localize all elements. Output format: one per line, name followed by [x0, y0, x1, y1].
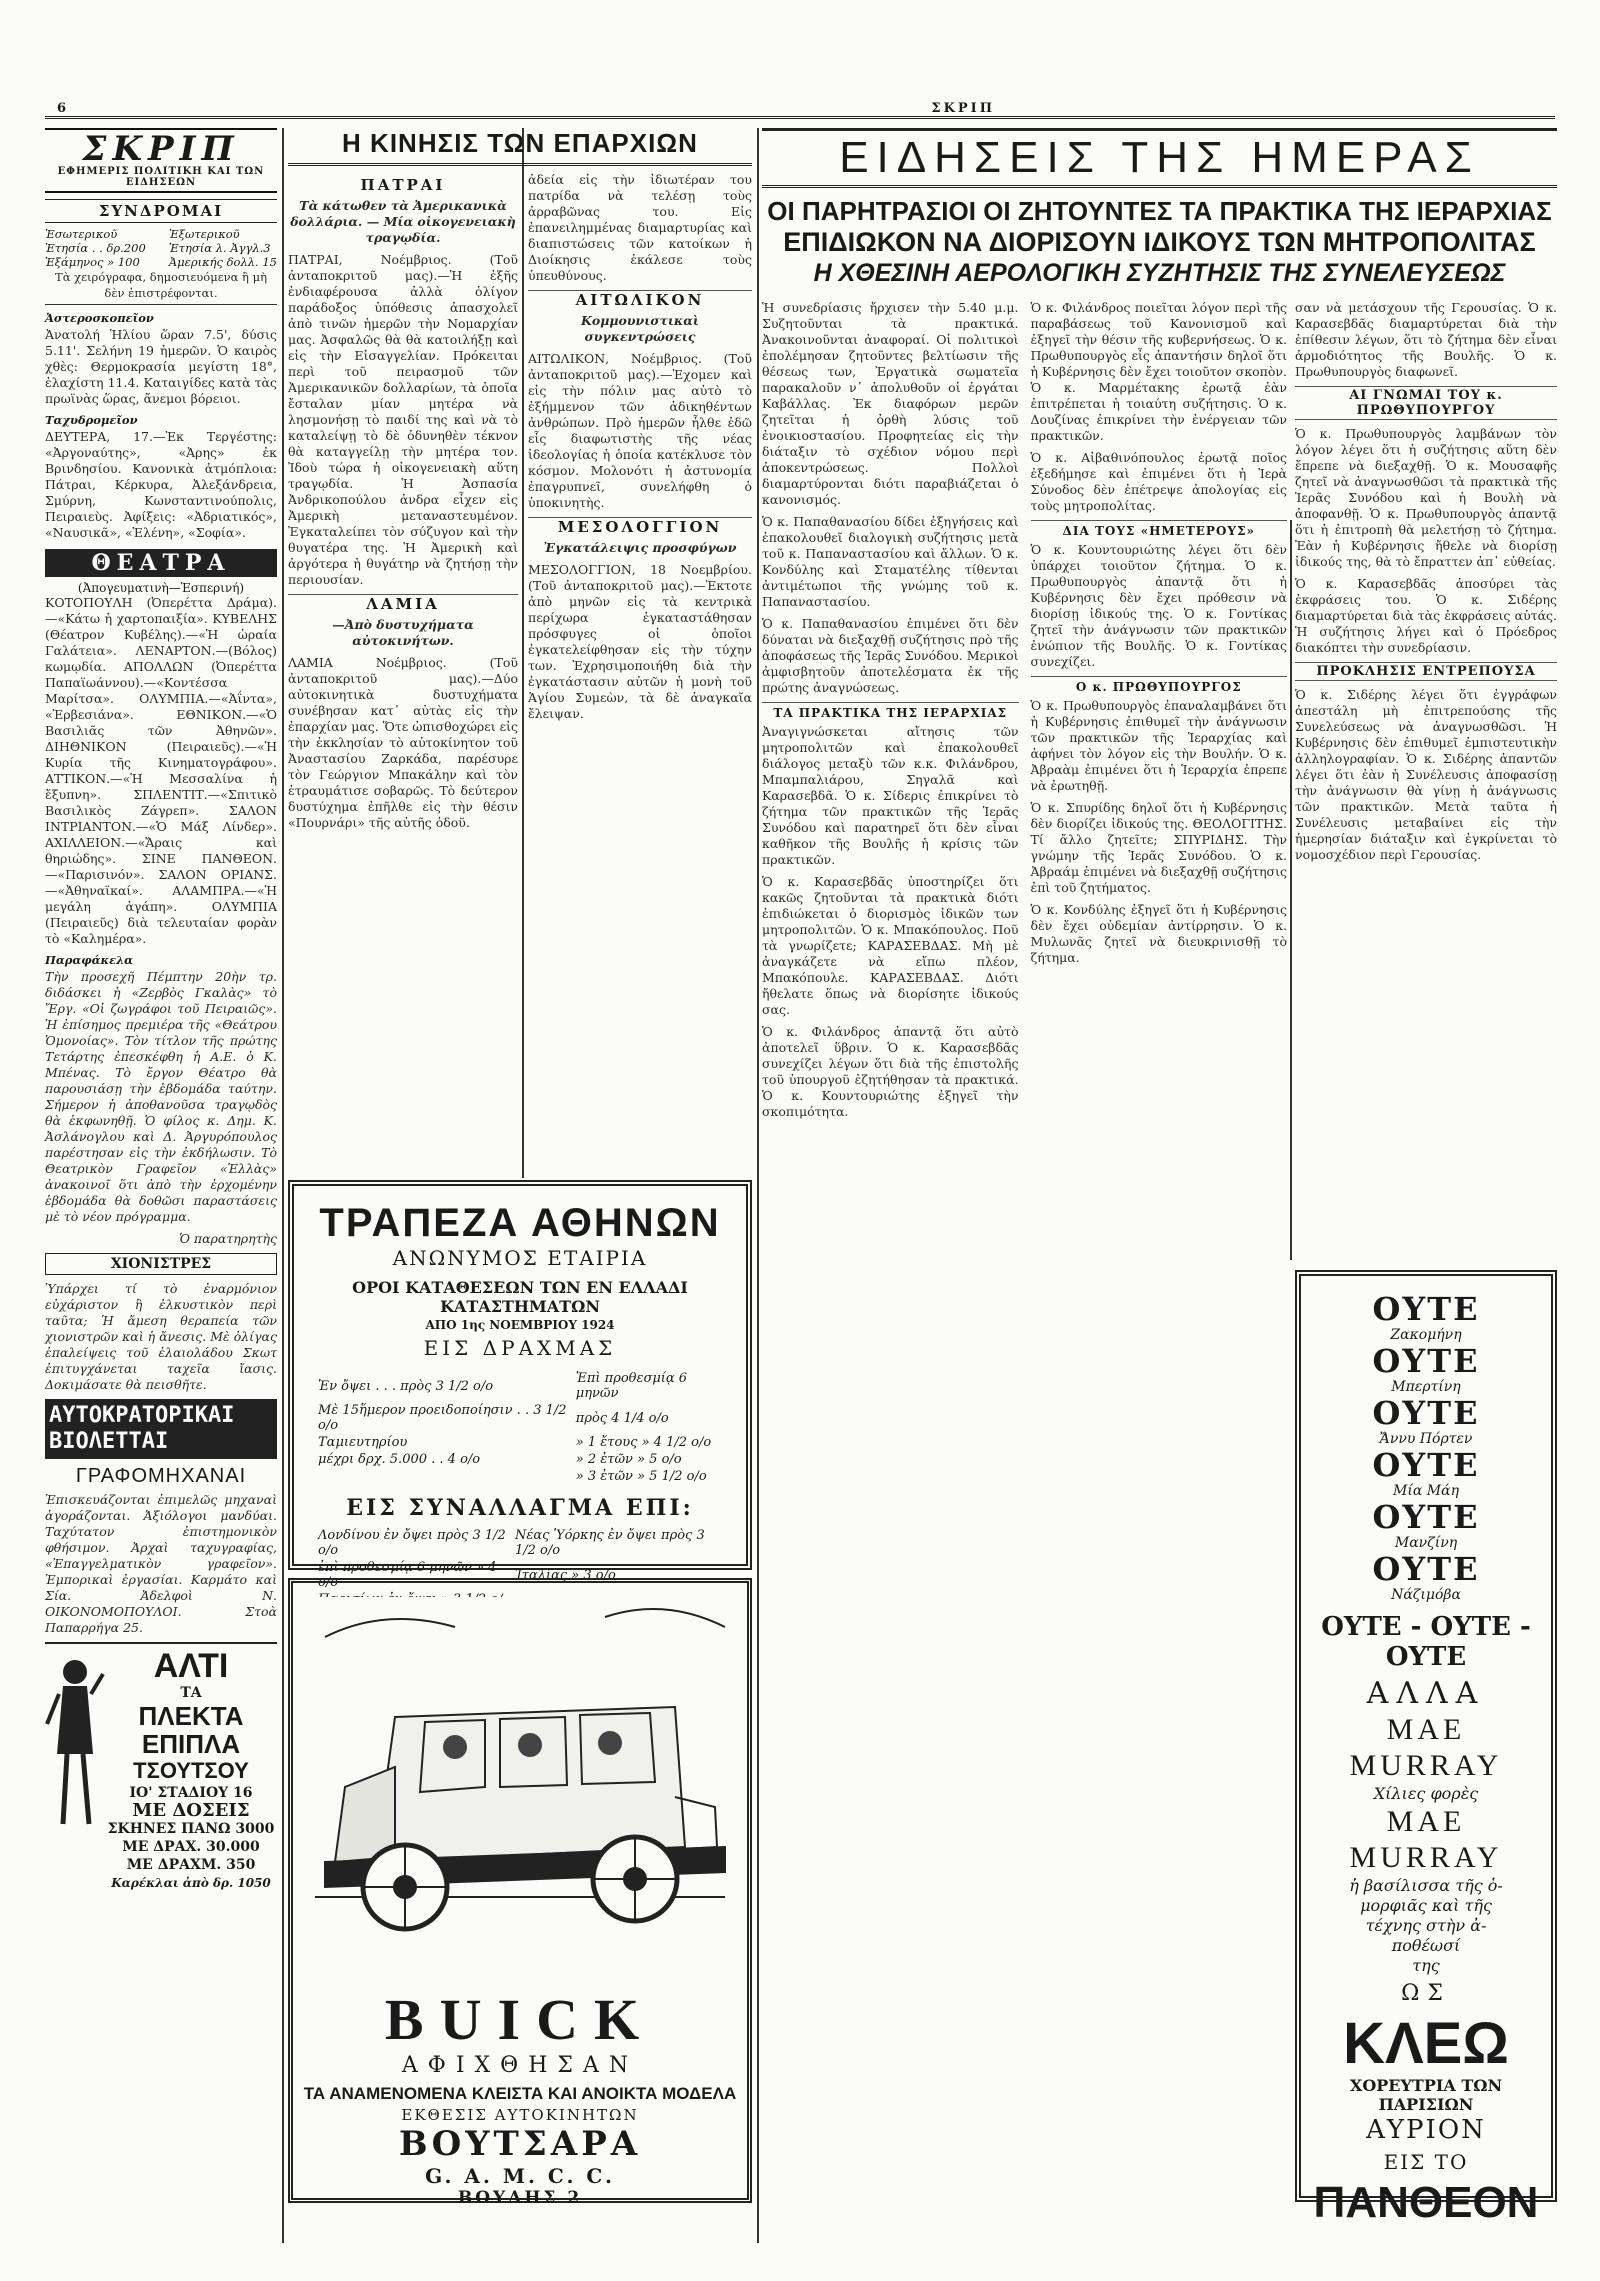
kleo-text-5: της	[1412, 1956, 1440, 1975]
kleo-oute-3: ΟΥΤΕ	[1372, 1394, 1480, 1432]
news-para-8: Ὁ κ. Φιλάνδρος ἀπαντᾷ ὅτι αὐτὸ ἀποτελεῖ ὕβριν. Ὁ κ. Καρασεβδᾶς συνεχίζει λέγων ὅτι διὰ τῆς ἐπιστολῆς τοῦ ὑπουργοῦ ἐζητήθησαν τὰ πρακτικά. Ὁ κ. Κουντουριώτης ἐξηγεῖ τὴν σκοπιμότητα.	[762, 1024, 1019, 1119]
alti-line10: ΜΕ ΔΡΑΧΜ. 350	[126, 1857, 256, 1873]
kleo-oute-6: ΟΥΤΕ	[1372, 1550, 1480, 1588]
table-cell: Ἐν ὄψει . . . πρὸς 3 1/2 ο/ο	[318, 1378, 494, 1394]
column-rule	[282, 128, 284, 2243]
place-lamia: ΛΑΜΙΑ	[288, 594, 518, 613]
kleo-dancer: ΧΟΡΕΥΤΡΙΑ ΤΩΝ ΠΑΡΙΣΙΩΝ	[1349, 2076, 1503, 2114]
patras-text: ΠΑΤΡΑΙ, Νοέμβριος. (Τοῦ ἀνταποκριτοῦ μας).—Ἡ ἐξῆς ἐνδιαφέρουσα ἀλλὰ ὁλίγον παράδοξος ὑπόθεσις ἀπασχολεῖ ἀπὸ τινῶν ἡμερῶν τὴν Νομαρχίαν μας. Ἀσφαλῶς θὰ θὰ κατοιλήξῃ καὶ εἰς τὴν Εἰσαγγελίαν. Πρόκειται περὶ τοῦ πειρασμοῦ τῶν Ἀμερικανικῶν δολλαρίων, τὰ ὁποῖα ἔσταλαν μίαν μητέρα νὰ λησμονήσῃ τὸ παιδί της καὶ νὰ τὸ καταλείψῃ τὸ δὲ ὀδυνηθὲν τέκνον θὰ καταγγείλῃ τὴν μητέρα τον. Ἰδοὺ τώρα ἡ οἰκογενειακὴ αὕτη τραγῳδία. Ἡ Ἀσπασία Ἀνδρικοπούλου ἀνδρα εἶχεν εἰς Ἀμερικὴ μεταναστευμένον. Ἐγκαταλείπει τὸν σύζυγον καὶ τὴν θυγατέρα της. Ἡ Ἀμερικὴ καὶ ἀργότερα ἡ θυγάτηρ νὰ ζητήσῃ τὴν περιουσίαν.	[288, 252, 518, 587]
table-cell: Μὲ 15ἥμερον προειδοποίησιν . . 3 1/2 ο/ο	[318, 1403, 567, 1433]
deposit-rates-table	[314, 1370, 726, 1485]
sub-right-2: Ἀμερικής δολλ. 15	[168, 255, 277, 269]
news-para-3: Ὁ κ. Παπαθανασίου ἐπιμένει ὅτι δὲν δύναται νὰ διεξαχθῇ συζήτησις πρὸ τῆς ἀποφάσεως τῆς Ἱερᾶς Συνόδου. Μερικοὶ ἀμφισβητοῦν ἀποτελέσματα ἐκ τῆς πρώτης ἀναγνώσεως.	[762, 616, 1019, 695]
aitoliko-text: ΑΙΤΩΛΙΚΟΝ, Νοέμβριος. (Τοῦ ἀνταποκριτοῦ μας).—Ἐχομεν καὶ εἰς τὴν πόλιν μας αὐτὸ τὸ ἐξήμμενον τῶν ἀδικηθέντων ἀνθρώπων. Πρὸ ἡμερῶν ἦλθε ἐδῶ εἷς διαφωτιστὴς τῆς νέας ἰδεολογίας ἡ ὁποία κατέκλυσε τὸν κόσμον. Μολονότι ἡ ἀστυνομία ἐπαγρυπνεῖ, συνελήφθη ὁ ὑποκινητὴς.	[528, 351, 752, 510]
subscriptions-heading: ΣΥΝΔΡΟΜΑΙ	[45, 199, 277, 223]
news-para-11: Ὁ κ. Κονδύλης ἐξηγεῖ ὅτι ἡ Κυβέρνησις δὲν ἔχει οὐδεμίαν ἀντίρρησιν. Ὁ κ. Μυλωνᾶς ζητεῖ νὰ διευκρινισθῇ τὸ ζήτημα.	[1030, 902, 1287, 965]
page-header	[45, 101, 1555, 119]
kleo-at-the: ΕΙΣ ΤΟ	[1383, 2150, 1469, 2174]
c5-top-text: σαν νὰ μετάσχουν τῆς Γερουσίας. Ὁ κ. Καρασεβδᾶς διαμαρτύρεται διὰ τὴν ἐπίθεσιν λέγων, ὅτι τὸ ζήτημα δὲν εἶναι ἀρμοδιότητος τῆς Βουλῆς. Ὁ κ. Πρωθυπουργὸς διαφωνεῖ.	[1295, 300, 1557, 379]
kleo-text-6: ΩΣ	[1401, 1981, 1451, 2006]
column-rule	[522, 128, 524, 1178]
bank-advertisement	[288, 1180, 752, 1590]
news-para-6: Ὁ κ. Αἰβαθινόπουλος ἐρωτᾷ ποῖος ἐξεδήμησε καὶ ἐπιμένει ὅτι ἡ Ἱερὰ Σύνοδος δὲν ἐπέτρεψε ἀπολογίας εἰς τοὺς μητροπολίτας.	[1030, 450, 1287, 513]
page-number: 6	[57, 101, 67, 116]
chion-text: Ὑπάρχει τί τὸ ἐναρμόνιον εὐχάριστον ἢ ἐλκυστικὸν περὶ ταῦτα; Ἡ ἄμεση θεραπεία τῶν χιονιστρῶν καὶ ἡ ἄνεσις. Μὲ ὀλίγας ἐπαλείψεις τοῦ ἐλαιολάδου Σκωτ ἐπιτυγχάνεται ταχεῖα ἴασις. Δοκιμάσατε θὰ πεισθῆτε.	[45, 1281, 277, 1392]
bank-subtitle: ΑΝΩΝΥΜΟΣ ΕΤΑΙΡΙΑ	[392, 1246, 648, 1270]
header-title: ΣΚΡΙΠ	[931, 101, 995, 116]
c5-para-3: Ὁ κ. Σιδέρης λέγει ὅτι ἐγγράφων ἀπεστάλη μὴ ἐπιτρεπούσης τῆς Συνελεύσεως νὰ ἀναγνωσθῶσι. Ἡ Κυβέρνησις δὲν ἐπιθυμεῖ ἐμπιστευτικὴν ἀλληλογραφίαν. Ὁ κ. Σιδέρης ἀπαντῶν λέγει ὅτι ἐὰν ἡ Συνέλευσις ἀποφασίσῃ τὴν ἀνάγνωσιν θὰ γίνῃ ἡ ἀνάγνωσις τῶν πρακτικῶν. Μετὰ ταῦτα ἡ Συνέλευσις μεταβαίνει εἰς τὴν ἡμερησίαν διάταξιν καὶ ἐγκρίνεται τὸ νομοσχέδιον περὶ Γερουσίας.	[1295, 687, 1557, 862]
column-rule	[757, 128, 759, 2243]
c3-top-text: ἀδεία εἰς τὴν ἰδιωτέραν του πατρίδα νὰ τελέσῃ τοὺς ἀρραβῶνας του. Εἰς ἐπανειλημμένας διαμαρτυρίας καὶ διαπιστώσεις τῶν κατοίκων ἡ Διοίκησις ἐκάλεσε τοὺς ὑπευθύνους.	[528, 172, 752, 283]
flapper-illustration-icon	[45, 1654, 105, 1834]
kleo-tomorrow: ΑΥΡΙΟΝ	[1366, 2115, 1486, 2145]
bank-currency: ΕΙΣ ΔΡΑΧΜΑΣ	[423, 1336, 617, 1360]
masthead-name: ΣΚΡΙΠ	[82, 129, 240, 169]
buick-arrived: ΑΦΙΧΘΗΣΑΝ	[401, 2053, 639, 2078]
sub-note: Τὰ χειρόγραφα, δημοσιευόμενα ἢ μὴ δὲν ἐπιστρέφονται.	[45, 269, 277, 305]
kleo-star-2: Μπερτίνη	[1391, 1379, 1461, 1395]
bank-date: ΑΠΟ 1ης ΝΟΕΜΒΡΙΟΥ 1924	[425, 1318, 615, 1332]
kleo-text-4: ποθέωσί	[1391, 1936, 1461, 1955]
subhead-provocation: ΠΡΟΚΛΗΣΙΣ ΕΝΤΡΕΠΟΥΣΑ	[1295, 662, 1557, 681]
kleo-pantheon: ΠΑΝΘΕΟΝ	[1313, 2178, 1539, 2227]
astro-heading: Ἀστεροσκοπεῖον	[45, 311, 154, 325]
lamia-lead: —Ἀπὸ δυστυχήματα αὐτοκινήτων.	[332, 617, 474, 648]
misc-heading: Παραφάκελα	[45, 953, 133, 967]
news-body	[762, 300, 1287, 1126]
table-cell: » 2 ἐτῶν » 5 ο/ο	[575, 1452, 682, 1467]
mail-heading: Ταχυδρομεῖον	[45, 413, 138, 427]
table-row	[314, 1402, 726, 1434]
kleo-text-3: τέχνης στὴν ἀ-	[1365, 1916, 1487, 1935]
typewriter-heading: ΓΡΑΦΟΜΗΧΑΝΑΙ	[75, 1465, 247, 1487]
theatres-sub: (Ἀπογευματινὴ—Ἑσπερινή)	[77, 581, 245, 595]
sub-left-1: Ἐτησία . . δρ.200	[45, 241, 146, 255]
table-cell	[314, 1468, 572, 1485]
buick-advertisement	[288, 1578, 752, 2208]
table-row	[314, 1451, 726, 1468]
news-para-12: Ὁ κ. Πρωθυπουργὸς ἐπαναλαμβάνει ὅτι ἡ Κυβέρνησις ἐπιθυμεῖ τὴν ἀνάγνωσιν τῶν πρακτικῶν τῆς Ἱεραρχίας καὶ ἀφήνει τὸν λόγον εἰς τὴν Βουλήν. Ὁ κ. Ἀβραὰμ ἐπιμένει ὅτι ἡ Ἱεραρχία ἐπρεπε νὰ ἐρωτηθῇ.	[1030, 698, 1287, 793]
theatres-heading: ΘΕΑΤΡΑ	[45, 549, 277, 577]
alti-line2: ΤΑ	[180, 1685, 202, 1701]
sub-left-2: Ἑξάμηνος » 100	[45, 255, 140, 269]
buick-address: ΒΟΥΛΗΣ 2	[457, 2188, 583, 2208]
patras-lead: Τὰ κάτωθεν τὰ Ἀμερικανικὰ δολλάρια. — Μία οἰκογενειακὴ τραγῳδία.	[290, 198, 516, 245]
kleo-star-6: Νάζιμόβα	[1391, 1587, 1461, 1603]
buick-gmc: G. A. M. C. C.	[425, 2164, 615, 2188]
alti-line3: ΠΛΕΚΤΑ	[138, 1701, 244, 1731]
table-cell: Ταμιευτηρίου	[318, 1435, 408, 1450]
place-patras: ΠΑΤΡΑΙ	[360, 176, 446, 194]
alti-line7: ΜΕ ΔΟΣΕΙΣ	[132, 1800, 250, 1821]
table-cell: μέχρι δρχ. 5.000 . . 4 ο/ο	[318, 1452, 481, 1467]
headline-3: Η ΧΘΕΣΙΝΗ ΑΕΡΟΛΟΓΙΚΗ ΣΥΖΗΤΗΣΙΣ ΤΗΣ ΣΥΝΕΛΕΥΣΕΩΣ	[813, 259, 1506, 287]
subhead-pm-views: ΑΙ ΓΝΩΜΑΙ ΤΟΥ κ. ΠΡΩΘΥΠΟΥΡΓΟΥ	[1295, 386, 1557, 420]
column-1	[45, 128, 277, 1892]
news-para-9: Ὁ κ. Κουντουριώτης λέγει ὅτι δὲν ὑπάρχει τοιοῦτον ζήτημα. Ὁ κ. Πρωθυπουργὸς ἀπαντᾷ ὅτι ἡ Κυβέρνησις δὲν ἔχει πρόθεσιν νὰ διορίσῃ ἰδικούς της. Ὁ κ. Γοντίκας ζητεῖ τὴν ἀνάγνωσιν τῶν πρακτικῶν ἐνώπιον τῆς Βουλῆς. Ὁ κ. Γοντίκας συνεχίζει.	[1030, 542, 1287, 669]
buick-models: ΤΑ ΑΝΑΜΕΝΟΜΕΝΑ ΚΛΕΙΣΤΑ ΚΑΙ ΑΝΟΙΚΤΑ ΜΟΔΕΛΑ	[303, 2084, 737, 2103]
aitoliko-lead: Κομμουνιστικαὶ συγκεντρώσεις	[581, 313, 699, 344]
alti-line4: ΕΠΙΠΛΑ	[141, 1729, 241, 1759]
buick-dealer: ΒΟΥΤΣΑΡΑ	[398, 2124, 642, 2164]
kleo-oute-1: ΟΥΤΕ	[1372, 1290, 1480, 1328]
violet-ad-line1: ΑΥΤΟΚΡΑΤΟΡΙΚΑΙ	[49, 1403, 235, 1428]
table-row	[314, 1527, 726, 1559]
table-cell: Ἐπὶ προθεσμίᾳ 6 μηνῶν	[575, 1371, 688, 1401]
car-illustration-icon	[305, 1597, 735, 1977]
mesolongi-text: ΜΕΣΟΛΟΓΓΙΟΝ, 18 Νοεμβρίου. (Τοῦ ἀνταποκριτοῦ μας).—Ἐκτοτε ἀπὸ μηνῶν εἰς τὰ κεντρικὰ περίχωρα ἐγκαταστάθησαν πρόσφυγες οἱ ὁποῖοι ἐγκατελείφθησαν εἰς τὴν τύχην των. Ἐχρησιμοποιήθη διὰ τὴν ἐγκατάστασιν αὐτῶν ἡ μονὴ τοῦ Ἁγίου Συμεὼν, τὰ δὲ ἀναγκαῖα ἔλειψαν.	[528, 562, 752, 721]
buick-name: BUICK	[384, 1987, 656, 2052]
news-header	[762, 128, 1557, 294]
mail-text: ΔΕΥΤΕΡΑ, 17.—Ἐκ Τεργέστης: «Ἀργοναύτης», «Ἀρης» ἐκ Βρινδησίου. Κανονικὰ ἀτμόπλοια: Πάτραι, Κέρκυρα, Ἀλεξάνδρεια, Σμύρνη, Κωνσταντινούπολις, Πειραιεὺς. Ἀφίξεις: «Ἀδριατικός», «Ναυσικᾶ», «Ἑλένη», «Σοφία».	[45, 429, 277, 540]
table-cell: Λονδίνου ἐν ὄψει πρὸς 3 1/2 ο/ο	[318, 1528, 506, 1558]
place-aitoliko: ΑΙΤΩΛΙΚΟΝ	[528, 290, 752, 309]
news-para-5: Ὁ κ. Φιλάνδρος ποιεῖται λόγον περὶ τῆς παραβάσεως τοῦ Κανονισμοῦ καὶ ἐξηγεῖ τὴν θέσιν τῆς κυβερνήσεως. Ὁ κ. Πρωθυπουργὸς εἶς ἀπαντήσιν δηλοῖ ὅτι ἡ Κυβέρνησις δὲν ἔχει τοιοῦτον σκοπὸν. Ὁ κ. Μαρμέτακης ἐρωτᾷ ἐὰν ἐπιτρέπεται ἡ τοιαύτη συζήτησις. Ὁ κ. Δουζίνας ἐπικρίνει τὴν ἐνέργειαν τῶν πρακτικῶν.	[1030, 300, 1287, 443]
table-row	[314, 1370, 726, 1402]
furniture-ad	[45, 1642, 277, 1892]
kleo-text-2: μορφιᾶς καὶ τῆς	[1360, 1896, 1492, 1915]
kleo-star-1: Ζακομήνη	[1390, 1327, 1462, 1343]
misc-signature: Ὁ παρατηρητὴς	[179, 1231, 277, 1246]
kleo-oute-4: ΟΥΤΕ	[1372, 1446, 1480, 1484]
table-row	[314, 1468, 726, 1485]
astro-text: Ἀνατολή Ἡλίου ὥραν 7.5', δύσις 5.11'. Σελήνη 19 ἡμερῶν. Ὁ καιρὸς χθὲς: Θερμοκρασία μεγίστη 18°, ἐλαχίστη 11.4. Καταιγίδες κατὰ τὰς πρωϊνὰς ὥρας, ἄνεμοι βόρειοι.	[45, 327, 277, 406]
masthead-subtitle: ΕΦΗΜΕΡΙΣ ΠΟΛΙΤΙΚΗ ΚΑΙ ΤΩΝ ΕΙΔΗΣΕΩΝ	[57, 166, 265, 188]
alti-title: ΑΛΤΙ	[153, 1647, 229, 1685]
typewriter-text: Ἐπισκευάζονται ἐπιμελῶς μηχαναὶ ἀγοράζονται. Ἀξιόλογοι μανδύαι. Ταχύτατον ἐπιστημονικὸν φθήσιμον. Ἀρχαὶ ταχυγραφίας, «Ἐπαγγελματικὸν γραφεῖον». Ἐμπορικαὶ ἐργασίαι. Καρμάτο καὶ Σία. Ἀδελφοὶ Ν. ΟΙΚΟΝΟΜΟΠΟΥΛΟΙ. Στοὰ Παπαρρήγα 25.	[45, 1492, 277, 1635]
table-cell: » 3 ἐτῶν » 5 1/2 ο/ο	[575, 1469, 707, 1484]
kleo-cinema-advertisement	[1295, 1270, 1557, 2227]
exchange-heading: ΕΙΣ ΣΥΝΑΛΛΑΓΜΑ ΕΠΙ:	[346, 1495, 694, 1521]
kleo-star-3: Ἄννυ Πόρτεν	[1379, 1431, 1473, 1447]
c5-para-2: Ὁ κ. Καρασεβδᾶς ἀποσύρει τὰς ἐκφράσεις του. Ὁ κ. Σιδέρης διαμαρτύρεται διὰ τὰς ἐκφράσεις αὐτάς. Ἡ συζήτησις λήγει καὶ ὁ Πρόεδρος διακόπτει τὴν συνεδρίασιν.	[1295, 576, 1557, 655]
kleo-oute-triple: ΟΥΤΕ - ΟΥΤΕ - ΟΥΤΕ	[1321, 1612, 1531, 1672]
c5-para-1: Ὁ κ. Πρωθυπουργὸς λαμβάνων τὸν λόγον λέγει ὅτι ἡ συζήτησις αὕτη δὲν ἔπρεπε νὰ διεξαχθῇ. Ὁ κ. Μουσαφῆς ζητεῖ νὰ ἀναγνωσθῶσι τὰ πρακτικὰ τῆς Ἱερᾶς Συνόδου καὶ ἡ Βουλὴ νὰ ἀποφανθῇ. Ὁ κ. Πρωθυπουργὸς ἀπαντᾷ ὅτι ἡ ἐπιτροπὴ θὰ μελετήσῃ τὸ ζήτημα. Ἐὰν ἡ Κυβέρνησις ἤθελε νὰ διορίσῃ ἰδικούς της, θὰ τὸ ἔπραττεν ἀπ᾽ εὐθείας.	[1295, 426, 1557, 569]
violet-ad	[45, 1399, 277, 1459]
buick-exhibit: ΕΚΘΕΣΙΣ ΑΥΤΟΚΙΝΗΤΩΝ	[401, 2106, 639, 2124]
sub-left-head: Ἐσωτερικοῦ	[45, 227, 118, 241]
column-5	[1295, 300, 1557, 869]
kleo-text-1: ἡ βασίλισσα τῆς ὁ-	[1349, 1876, 1503, 1895]
subhead-pm: Ο κ. ΠΡΩΘΥΠΟΥΡΓΟΣ	[1031, 676, 1288, 694]
kleo-oute-2: ΟΥΤΕ	[1372, 1342, 1480, 1380]
news-para-2: Ὁ κ. Παπαθανασίου δίδει ἐξηγήσεις καὶ ἐπακολουθεῖ διαλογικὴ συζήτησις μετὰ τοῦ κ. Παπαναστασίου καὶ ἄλλων. Ὁ κ. Κονδύλης καὶ Σταματέλης τίθενται ἀντιμέτωποι τῆς γνώμης τοῦ κ. Παπαναστασίου.	[762, 514, 1019, 609]
place-mesolongi: ΜΕΣΟΛΟΓΓΙΟΝ	[528, 517, 752, 536]
column-3	[528, 172, 752, 728]
chion-heading: ΧΙΟΝΙΣΤΡΕΣ	[45, 1253, 277, 1275]
table-cell: ἐπὶ προθεσμίᾳ 6 μηνῶν » 4 ο/ο	[318, 1560, 497, 1590]
lamia-text: ΛΑΜΙΑ Νοέμβριος. (Τοῦ ἀνταποκριτοῦ μας).—Δύο αὐτοκινητικὰ δυστυχήματα συνέβησαν κατ᾽ αὐτὰς εἰς τὴν ἐπαρχίαν μας. Ὅτε ὠπισθοχώρει εἰς τὴν ἐκκλησίαν τὸ αὐτοκίνητον τοῦ Ἀναστασίου Ζαρκάδα, παρέσυρε τὸν Γεώργιον Μπακάλην καὶ τὸν ἐτραυμάτισε σοβαρῶς. Τὸ δεύτερον δυστύχημα ἐπῆλθε εἰς τὴν θέσιν «Πουρνάρι» τῆς αὐτῆς ὁδοῦ.	[288, 655, 518, 830]
alti-line5: ΤΣΟΥΤΣΟΥ	[133, 1758, 249, 1783]
kleo-oute-5: ΟΥΤΕ	[1372, 1498, 1480, 1536]
kleo-star-5: Μανζίνη	[1394, 1535, 1458, 1551]
column-rule	[1290, 520, 1292, 1260]
subhead-practika: ΤΑ ΠΡΑΚΤΙΚΑ ΤΗΣ ΙΕΡΑΡΧΙΑΣ	[762, 702, 1019, 720]
table-cell: » 1 ἔτους » 4 1/2 ο/ο	[575, 1435, 712, 1450]
provinces-title: Η ΚΙΝΗΣΙΣ ΤΩΝ ΕΠΑΡΧΙΩΝ	[288, 128, 752, 166]
mesolongi-lead: Ἐγκατάλειψις προσφύγων	[543, 540, 737, 555]
kleo-alla: ΑΛΛΑ	[1366, 1676, 1486, 1711]
bank-name: ΤΡΑΠΕΖΑ ΑΘΗΝΩΝ	[319, 1201, 721, 1245]
news-para-7: Ὁ κ. Καρασεβδᾶς ὑποστηρίζει ὅτι κακῶς ζητοῦνται τὰ πρακτικὰ διότι ἐπιδιώκεται ὁ διορισμὸς ἰδικῶν των μητροπολιτῶν. Ὁ κ. Μπακόπουλος. Ποῦ τὰ γνωρίζετε; ΚΑΡΑΣΕΒΔΑΣ. Μὴ μὲ ἀναγκάζετε νὰ εἴπω πλέον, Μπακόπουλε. ΚΑΡΑΣΕΒΔΑΣ. Διότι ἤθελατε ὅπως νὰ διορίσητε ἰδικούς σας.	[762, 874, 1019, 1017]
news-para-4: Ἀναγιγνώσκεται αἴτησις τῶν μητροπολιτῶν καὶ ἐπακολουθεῖ διάλογος μεταξὺ τῶν κ.κ. Φιλάνδρου, Μπαμπαλιάρου, Σηγαλᾶ καὶ Καρασεβδᾶ. Ὁ κ. Σίδερις ἐπικρίνει τὸ ζήτημα τῶν πρακτικῶν τῆς Ἱερᾶς Συνόδου καὶ παρατηρεῖ ὅτι δὲν εἶναι καθῆκον τῆς Βουλῆς ἡ κρίσις τῶν πρακτικῶν.	[762, 724, 1019, 867]
kleo-title: ΚΛΕΩ	[1343, 2011, 1509, 2076]
sub-right-1: Ἐτησία λ. Ἀγγλ.3	[168, 241, 271, 255]
theatres-text: ΚΟΤΟΠΟΥΛΗ (Ὀπερέττα Δράμα).—«Κάτω ἡ χαρτοπαιξία». ΚΥΒΕΛΗΣ (Θέατρον Κυβέλης).—«Ἡ ὡραία Γαλάτεια». ΛΕΝΑΡΤΟΝ.—(Βόλος) κωμῳδία. ΑΠΟΛΛΩΝ (Ὀπερέττα Παπαϊωάννου).—«Κοντέσσα Μαρίτσα». ΟΛΥΜΠΙΑ.—«Ἀΐντα», «Ἐρβεσιάνα». ΕΘΝΙΚΟΝ.—«Ὁ Βασιλιᾶς τῶν Ἀθηνῶν». ΔΙΗΘΝΙΚΟΝ (Πειραιεῦς).—«Ἡ Κυρία τῆς Κινηματογράφου». ΑΤΤΙΚΟΝ.—«Ἡ Μεσσαλίνα ἡ ἔξυπνη». ΣΠΛΕΝΤΙΤ.—«Σπιτικὸ Βασιλικὸς Ζάγρεπ». ΣΑΛΟΝ ΙΝΤΡΙΑΝΤΟΝ.—«Ὁ Μάξ Λίνδερ». ΑΧΙΛΛΕΙΟΝ.—«Ἄραις καὶ θηριώδης». ΣΙΝΕ ΠΑΝΘΕΟΝ.—«Παρισινόν». ΣΑΛΟΝ ΟΡΙΑΝΣ.—«Ἀθηναϊκαί». ΑΛΑΜΠΡΑ.—«Ἡ μεγάλη ἀγάπη». ΟΛΥΜΠΙΑ (Πειραιεῦς) διὰ τελευταίαν φορὰν τὸ «Καλημέρα».	[45, 595, 277, 946]
subscription-rates	[45, 227, 277, 269]
table-cell: πρὸς 4 1/4 ο/ο	[575, 1410, 669, 1426]
violet-ad-line2: ΒΙΟΛΕΤΤΑΙ	[49, 1429, 169, 1454]
kleo-mae-murray-2: MAE MURRAY	[1349, 1805, 1503, 1874]
provinces-section	[288, 128, 752, 166]
column-4	[762, 300, 1287, 1126]
headline-2: ΕΠΙΔΙΩΚΟΝ ΝΑ ΔΙΟΡΙΣΟΥΝ ΙΔΙΚΟΥΣ ΤΩΝ ΜΗΤΡΟΠΟΛΙΤΑΣ	[783, 227, 1536, 257]
table-cell: Νέας Ὑόρκης ἐν ὄψει πρὸς 3 1/2 ο/ο	[515, 1528, 705, 1558]
news-title: ΕΙΔΗΣΕΙΣ ΤΗΣ ΗΜΕΡΑΣ	[762, 128, 1557, 188]
table-row	[314, 1434, 726, 1451]
headline-1: ΟΙ ΠΑΡΗΤΡΑΣΙΟΙ ΟΙ ΖΗΤΟΥΝΤΕΣ ΤΑ ΠΡΑΚΤΙΚΑ ΤΗΣ ΙΕΡΑΡΧΙΑΣ	[767, 196, 1552, 226]
kleo-star-4: Μία Μάη	[1393, 1483, 1459, 1499]
alti-line11: Καρέκλαι ἀπὸ δρ. 1050	[111, 1876, 271, 1890]
kleo-mae-murray-1: MAE MURRAY	[1349, 1713, 1503, 1782]
news-para-10: Ὁ κ. Σπυρίδης δηλοῖ ὅτι ἡ Κυβέρνησις δὲν διορίζει ἰδικούς της. ΘΕΟΛΟΓΙΤΗΣ. Τί ἄλλο ζητεῖτε; ΣΠΥΡΙΔΗΣ. Τὴν γνώμην τῆς Ἱερᾶς Συνόδου. Ὁ κ. Ἀβραάμ ἐπιμένει νὰ διεξαχθῇ συζήτησις ἐπὶ τοῦ ζητήματος.	[1030, 800, 1287, 895]
column-2	[288, 172, 518, 837]
table-cell: Ἰταλίας » 3 ο/ο	[515, 1567, 616, 1583]
bank-terms: ΟΡΟΙ ΚΑΤΑΘΕΣΕΩΝ ΤΩΝ ΕΝ ΕΛΛΑΔΙ ΚΑΤΑΣΤΗΜΑΤΩΝ	[352, 1278, 688, 1316]
subhead-hemeterous: ΔΙΑ ΤΟΥΣ «ΗΜΕΤΕΡΟΥΣ»	[1031, 520, 1288, 538]
alti-line9: ΜΕ ΔΡΑΧ. 30.000	[122, 1839, 260, 1855]
alti-line6: ΙΟ' ΣΤΑΔΙΟΥ 16	[129, 1785, 253, 1801]
sub-right-head: Ἐξωτερικοῦ	[168, 227, 240, 241]
misc-text: Τὴν προσεχῆ Πέμπτην 20ὴν τρ. διδάσκει ἡ «Ζερβὸς Γκαλὰς» τὸ Ἔργ. «Οἱ ζωγράφοι τοῦ Πειραιῶς». Ἡ ἐπίσημος πρεμιέρα τῆς «Θεάτρου Ὁμονοίας». Τὸν τίτλον τῆς πρώτης Τετάρτης ἐπεσκέφθη ἡ Α.Ε. ὁ Κ. Μπένας. Τὸ ἔργον Θέατρο θὰ παρουσιάσῃ τὴν ἑβδομάδα ταύτην. Σήμερον ἡ ἀποθανοῦσα τραγῳδὸς θὰ ἐκφωνηθῇ. Ὁ φίλος κ. Δημ. Κ. Ἀσλάνογλου καὶ Δ. Ἀργυρόπουλος παρέστησαν εἰς τὴν ἐκδήλωσιν. Τὸ Θεατρικὸν Γραφεῖον «Ἑλλὰς» ἀνακοινοῖ ὅτι ἀπὸ τὴν ἐρχομένην ἑβδομάδα θὰ δοθῶσι παραστάσεις μὲ τὸ νέον πρόγραμμα.	[45, 969, 277, 1224]
kleo-thousand-times: Χίλιες φορὲς	[1373, 1784, 1479, 1803]
alti-line8: ΣΚΗΝΕΣ ΠΑΝΩ 3000	[107, 1821, 275, 1837]
news-para-1: Ἡ συνεδρίασις ἤρχισεν τὴν 5.40 μ.μ. Συζητοῦνται τὰ πρακτικά. Ἀνακοινοῦνται ἀναφοραί. Οἱ πολιτικοὶ ἐπολέμησαν ζητοῦντες βελτίωσιν τῆς θέσεως των, Ἐργατικὰ σωματεῖα παρακαλοῦν ν᾽ ἀπολυθοῦν οἱ ἐργάται Καβάλλας. Ἐκ διαφόρων μερῶν ζητεῖται ἡ ὀρθὴ λύσις τοῦ ἐνοικιοστασίου. Προφητείας εἰς τὴν διάταξιν τὸ σχέδιον νόμου περὶ ἀποκεντρώσεως. Πολλοὶ διαμαρτύρονται διότι παραβιάζεται ὁ κανονισμός.	[762, 300, 1019, 507]
masthead	[45, 128, 277, 193]
